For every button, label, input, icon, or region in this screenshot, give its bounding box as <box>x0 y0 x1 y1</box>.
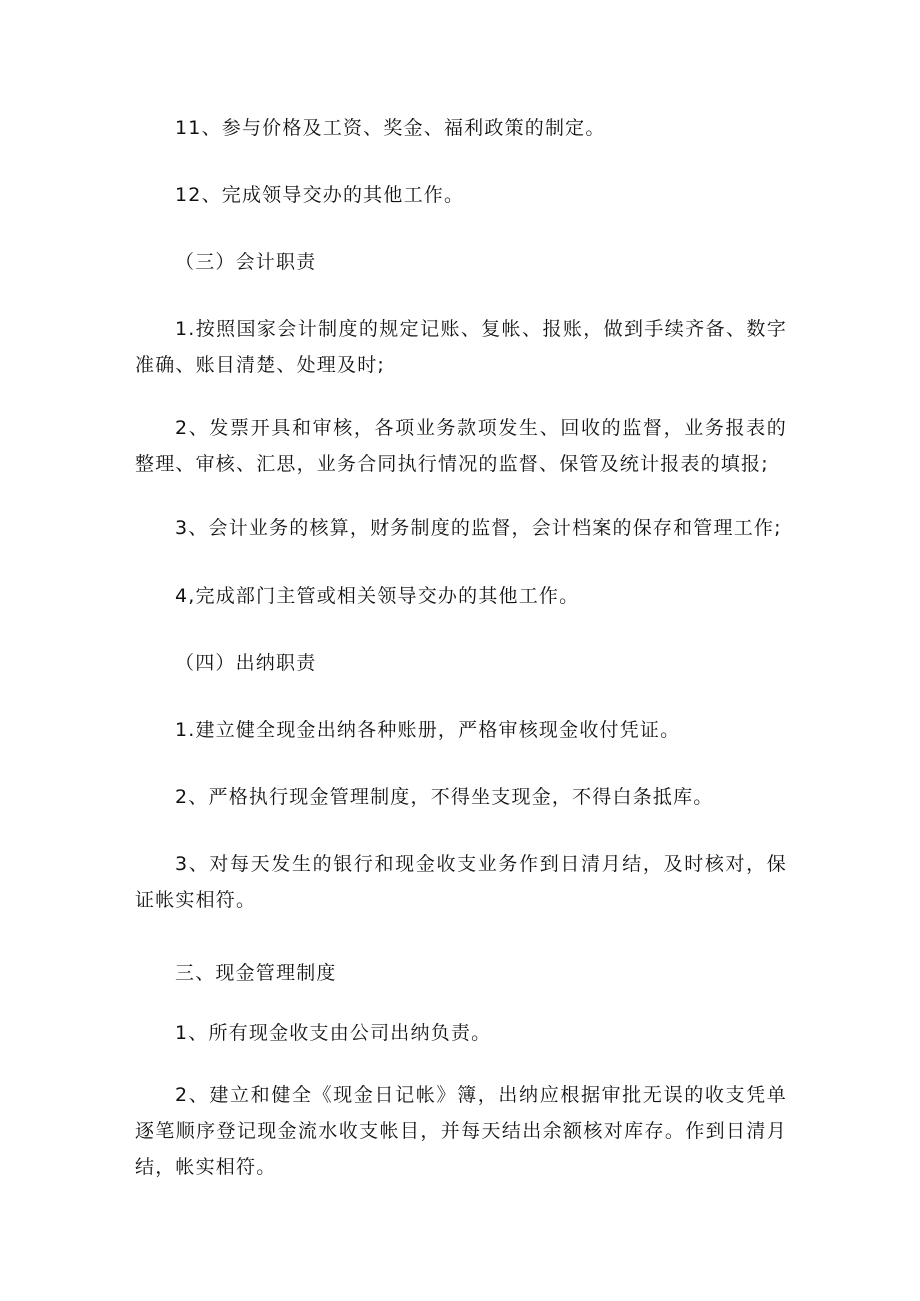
paragraph-cashier-3: 3、对每天发生的银行和现金收支业务作到日清月结，及时核对，保证帐实相符。 <box>135 853 787 911</box>
section-heading-accounting-duties: （三）会计职责 <box>175 251 317 273</box>
paragraph-accounting-4: 4,完成部门主管或相关领导交办的其他工作。 <box>175 585 580 607</box>
paragraph-cashier-2: 2、严格执行现金管理制度，不得坐支现金，不得白条抵库。 <box>175 786 714 808</box>
paragraph-cash-1: 1、所有现金收支由公司出纳负责。 <box>175 1022 492 1044</box>
paragraph-accounting-3: 3、会计业务的核算，财务制度的监督，会计档案的保存和管理工作; <box>175 517 782 539</box>
paragraph-cashier-1: 1.建立健全现金出纳各种账册，严格审核现金收付凭证。 <box>175 719 681 741</box>
paragraph-cash-2: 2、建立和健全《现金日记帐》簿，出纳应根据审批无误的收支凭单逐笔顺序登记现金流水收支帐目，并每天结出余额核对库存。作到日清月结，帐实相符。 <box>135 1084 787 1178</box>
section-heading-cash-management: 三、现金管理制度 <box>175 962 337 984</box>
paragraph-accounting-1: 1.按照国家会计制度的规定记账、复帐、报账，做到手续齐备、数字准确、账目清楚、处理及时; <box>135 318 787 376</box>
paragraph-accounting-2: 2、发票开具和审核，各项业务款项发生、回收的监督，业务报表的整理、审核、汇思，业务合同执行情况的监督、保管及统计报表的填报; <box>135 417 787 475</box>
section-heading-cashier-duties: （四）出纳职责 <box>175 652 317 674</box>
paragraph-item-11: 11、参与价格及工资、奖金、福利政策的制定。 <box>175 117 606 139</box>
paragraph-item-12: 12、完成领导交办的其他工作。 <box>175 184 465 206</box>
